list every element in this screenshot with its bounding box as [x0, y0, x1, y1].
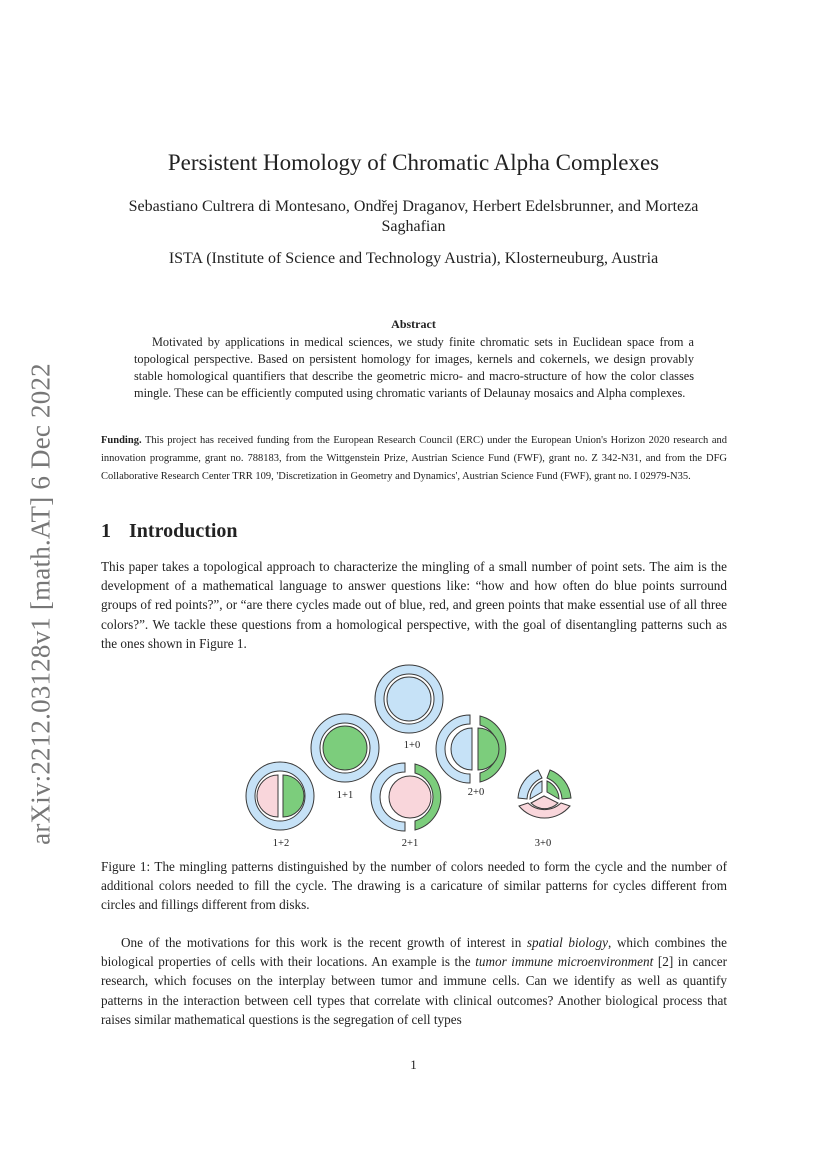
- arxiv-stamp-text: arXiv:2212.03128v1 [math.AT] 6 Dec 2022: [25, 363, 56, 845]
- intro-paragraph: This paper takes a topological approach to characterize the mingling of a small number of point sets. The aim is the development of a mathematical language to answer questions like: “how and how often do blue points surround groups of red points?”, or “are there cycles made out of blue, red, and green points that make essential use of all three colors?”. We tackle these questions from a homological perspective, with the goal of disentangling patterns such as the ones shown in Figure 1.: [101, 559, 727, 651]
- paper-affiliation: ISTA (Institute of Science and Technology Austria), Klosterneuburg, Austria: [168, 250, 659, 267]
- arxiv-stamp: [23, 344, 59, 864]
- motivation-text-end: [2] in cancer research, which focuses on the interplay between tumor and immune cells. Can we identify as well as quantify patterns in the interaction between cell types that correlate with clinical outcomes? Another biological process that raises similar mathematical questions is the segregation of cell types: [101, 954, 727, 1027]
- page-number: 1: [410, 1057, 417, 1072]
- motivation-text-mid: , which combines the biological properties of cells with their locations. An example is the: [101, 935, 727, 970]
- pattern-1-1: [311, 714, 379, 782]
- pattern-2-1: [371, 763, 441, 831]
- label-1-2: 1+2: [272, 838, 290, 849]
- label-3-0: 3+0: [534, 838, 552, 849]
- motivation-emphasis-1: spatial biology: [526, 935, 608, 950]
- label-2-0: 2+0: [467, 787, 485, 798]
- abstract-text: Motivated by applications in medical sciences, we study finite chromatic sets in Euclidean space from a topological perspective. Based on persistent homology for images, kernels and cokernels, we design provably stable homological quantifiers that describe the geometric micro- and macro-structure of how the color classes mingle. These can be efficiently computed using chromatic variants of Delaunay mosaics and Alpha complexes.: [134, 335, 694, 400]
- label-1-0: 1+0: [403, 740, 421, 751]
- section-number: 1: [101, 520, 111, 542]
- pattern-1-2: [246, 762, 314, 830]
- label-1-1: 1+1: [336, 790, 354, 801]
- pattern-2-0: [436, 715, 506, 783]
- funding-text: This project has received funding from the European Research Council (ERC) under the European Union's Horizon 2020 research and innovation programme, grant no. 788183, from the Wittgenstein Prize, Austrian Science Fund (FWF), grant no. Z 342-N31, and from the DFG Collaborative Research Center TRR 109, 'Discretization in Geometry and Dynamics', Austrian Science Fund (FWF), grant no. I 02979-N35.: [101, 435, 727, 482]
- funding-label: Funding.: [101, 435, 142, 446]
- section-title: Introduction: [129, 520, 238, 542]
- abstract-heading: Abstract: [391, 317, 436, 331]
- label-2-1: 2+1: [401, 838, 419, 849]
- motivation-paragraph: [101, 933, 727, 1029]
- pattern-3-0: [518, 770, 571, 818]
- pattern-1-0: [375, 665, 443, 733]
- motivation-text-start: One of the motivations for this work is the recent growth of interest in: [121, 935, 527, 950]
- figure-1: [230, 662, 590, 852]
- figure-caption: Figure 1: The mingling patterns distinguished by the number of colors needed to form the cycle and the number of additional colors needed to fill the cycle. The drawing is a caricature of similar patterns for cycles different from circles and fillings different from disks.: [101, 859, 727, 912]
- section-heading: [101, 520, 238, 543]
- motivation-emphasis-2: tumor immune microenvironment: [475, 954, 654, 970]
- paper-title: Persistent Homology of Chromatic Alpha Complexes: [167, 150, 660, 175]
- funding-note: [101, 432, 727, 486]
- paper-authors: Sebastiano Cultrera di Montesano, Ondřej Draganov, Herbert Edelsbrunner, and Morteza Saghafian: [128, 198, 699, 235]
